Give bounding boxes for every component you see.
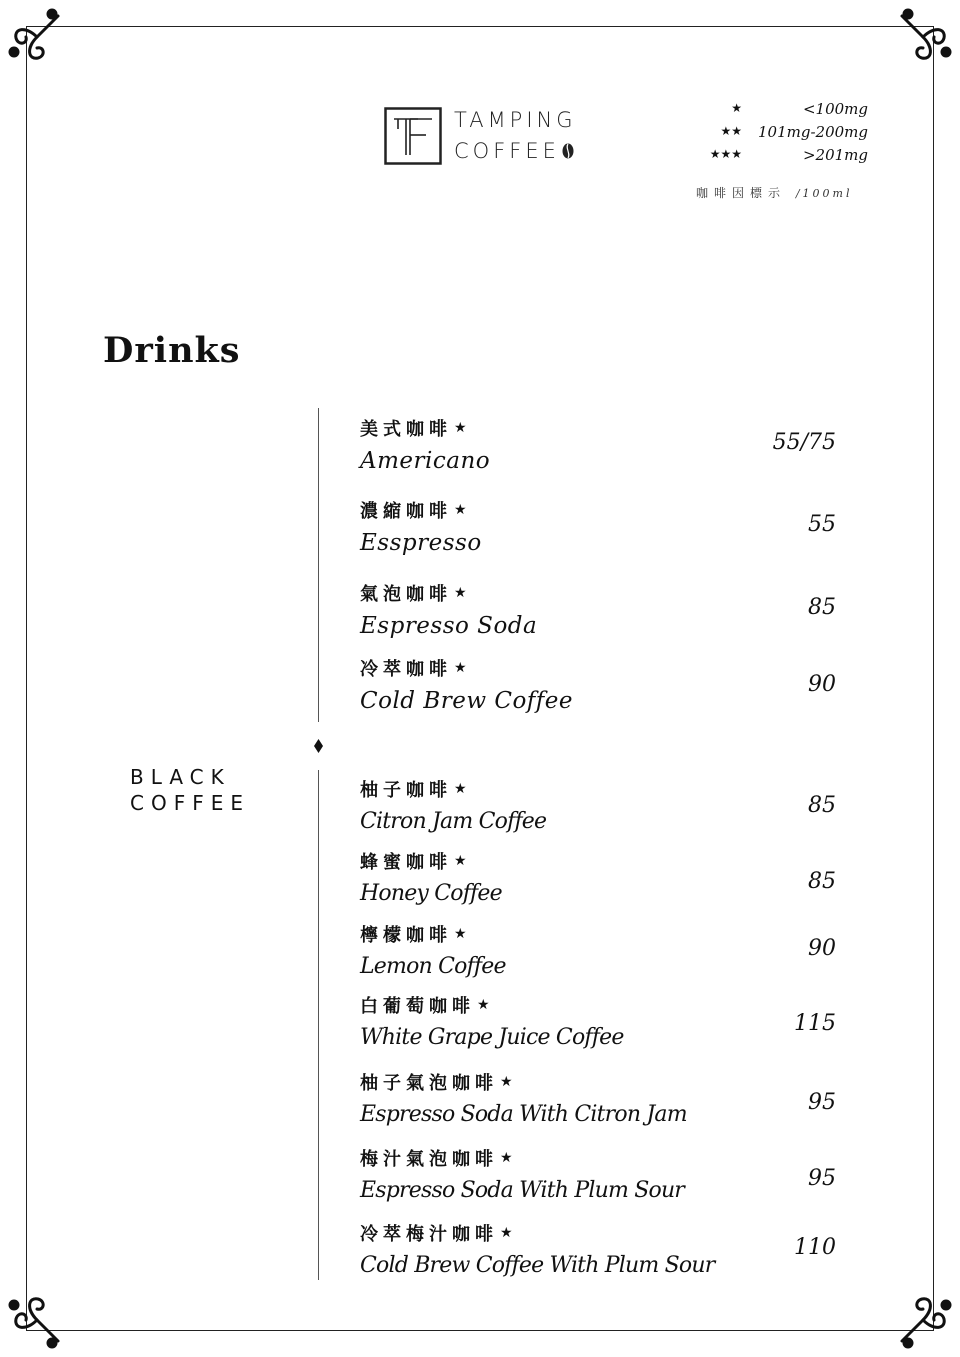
item-name-zh: 濃縮咖啡	[360, 501, 452, 522]
legend-row	[690, 100, 870, 123]
item-name-zh: 柚子氣泡咖啡	[360, 1073, 498, 1094]
menu-item	[360, 656, 840, 716]
item-price: 85	[808, 869, 836, 894]
item-price: 85	[808, 793, 836, 818]
legend-row	[690, 146, 870, 169]
item-name-zh: 白葡萄咖啡	[360, 996, 475, 1017]
brand-line-2: COFFEE	[454, 139, 560, 163]
caffeine-star-icon: ★	[454, 781, 467, 797]
item-name-en: Honey Coffee	[360, 881, 502, 906]
item-name-zh: 蜂蜜咖啡	[360, 852, 452, 873]
divider-line	[318, 770, 319, 1280]
legend-stars: ★★	[720, 124, 742, 138]
item-name-zh: 梅汁氣泡咖啡	[360, 1149, 498, 1170]
menu-item	[360, 993, 840, 1053]
ornament-corner-icon	[6, 1289, 68, 1351]
item-name-en: Espresso Soda	[360, 613, 538, 639]
item-name-en: Espresso Soda With Citron Jam	[360, 1102, 687, 1127]
item-name-en: White Grape Juice Coffee	[360, 1025, 624, 1050]
legend-note-unit: /100ml	[795, 187, 853, 200]
item-price: 55/75	[772, 430, 836, 455]
item-price: 90	[808, 672, 836, 697]
category-label	[130, 764, 250, 816]
item-name-en: Citron Jam Coffee	[360, 809, 547, 834]
caffeine-star-icon: ★	[500, 1150, 513, 1166]
item-name-en: Cold Brew Coffee With Plum Sour	[360, 1253, 715, 1278]
caffeine-star-icon: ★	[500, 1074, 513, 1090]
caffeine-star-icon: ★	[454, 420, 467, 436]
item-name-zh: 檸檬咖啡	[360, 925, 452, 946]
item-price: 95	[808, 1166, 836, 1191]
menu-item	[360, 416, 840, 476]
caffeine-star-icon: ★	[477, 997, 490, 1013]
menu-item	[360, 777, 840, 837]
legend-note-label: 咖啡因標示	[696, 186, 787, 200]
menu-item	[360, 922, 840, 982]
caffeine-star-icon: ★	[454, 660, 467, 676]
item-name-zh: 冷萃梅汁咖啡	[360, 1224, 498, 1245]
legend-value: >201mg	[802, 146, 868, 164]
tf-monogram-icon	[384, 107, 442, 165]
item-name-en: Espresso Soda With Plum Sour	[360, 1178, 685, 1203]
item-name-en: Americano	[360, 448, 491, 474]
item-name-zh: 氣泡咖啡	[360, 584, 452, 605]
item-price: 90	[808, 936, 836, 961]
brand-logo	[384, 105, 577, 167]
category-line-2: COFFEE	[130, 791, 250, 815]
caffeine-star-icon: ★	[454, 853, 467, 869]
legend-note	[696, 184, 853, 201]
ornament-corner-icon	[892, 6, 954, 68]
section-title: Drinks	[103, 330, 241, 371]
brand-name	[454, 105, 577, 167]
menu-item	[360, 581, 840, 641]
ornament-corner-icon	[892, 1289, 954, 1351]
item-price: 110	[794, 1235, 836, 1260]
menu-item	[360, 1070, 840, 1130]
caffeine-star-icon: ★	[454, 502, 467, 518]
caffeine-star-icon: ★	[500, 1225, 513, 1241]
item-price: 55	[808, 512, 836, 537]
menu-item	[360, 1221, 840, 1281]
ornament-corner-icon	[6, 6, 68, 68]
category-line-1: BLACK	[130, 765, 231, 789]
coffee-bean-icon	[562, 143, 574, 159]
item-name-en: Cold Brew Coffee	[360, 688, 574, 714]
item-name-en: Lemon Coffee	[360, 954, 506, 979]
legend-row	[690, 123, 870, 146]
menu-item	[360, 1146, 840, 1206]
caffeine-star-icon: ★	[454, 585, 467, 601]
item-price: 95	[808, 1090, 836, 1115]
item-name-en: Esspresso	[360, 530, 482, 556]
legend-value: 101mg-200mg	[758, 123, 868, 141]
legend-stars: ★★★	[709, 147, 742, 161]
item-name-zh: 柚子咖啡	[360, 780, 452, 801]
diamond-ornament-icon	[314, 739, 323, 753]
item-name-zh: 冷萃咖啡	[360, 659, 452, 680]
legend-value: <100mg	[802, 100, 868, 118]
menu-item	[360, 849, 840, 909]
menu-item	[360, 498, 840, 558]
legend-stars: ★	[731, 101, 742, 115]
caffeine-legend	[690, 100, 870, 169]
item-price: 85	[808, 595, 836, 620]
item-price: 115	[794, 1011, 836, 1036]
brand-line-1: TAMPING	[454, 108, 577, 132]
divider-line	[318, 408, 319, 722]
item-name-zh: 美式咖啡	[360, 419, 452, 440]
caffeine-star-icon: ★	[454, 926, 467, 942]
